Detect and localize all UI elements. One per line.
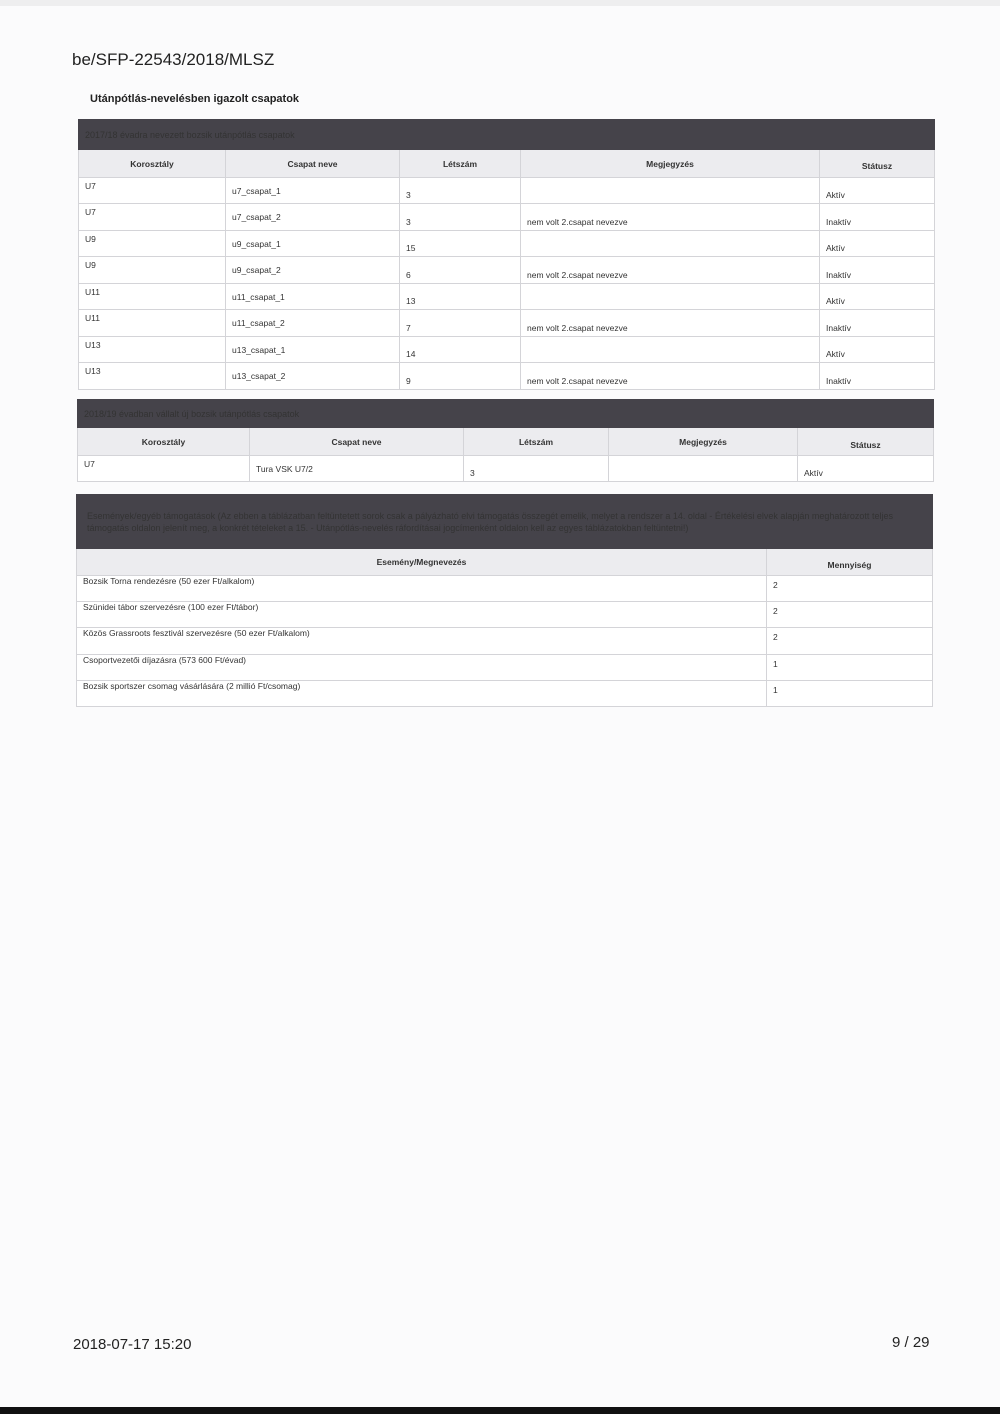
table-row	[79, 257, 935, 284]
cell-status: Aktív	[798, 456, 934, 482]
table-row	[77, 681, 933, 707]
table-row	[79, 231, 935, 257]
cell-status: Aktív	[820, 178, 935, 204]
column-header: Mennyiség	[767, 549, 933, 576]
column-header: Státusz	[798, 428, 934, 456]
cell-headcount: 7	[400, 310, 521, 337]
scan-bottom-edge	[0, 1407, 1000, 1414]
cell-age-group: U13	[79, 337, 226, 363]
table-row	[79, 284, 935, 310]
cell-event-name: Bozsik sportszer csomag vásárlására (2 millió Ft/csomag)	[77, 681, 767, 707]
cell-status: Aktív	[820, 337, 935, 363]
cell-quantity: 2	[767, 602, 933, 628]
cell-status: Aktív	[820, 284, 935, 310]
cell-note: nem volt 2.csapat nevezve	[521, 310, 820, 337]
cell-team-name: Tura VSK U7/2	[250, 456, 464, 482]
cell-team-name: u11_csapat_1	[226, 284, 400, 310]
cell-event-name: Közös Grassroots fesztivál szervezésre (50 ezer Ft/alkalom)	[77, 628, 767, 655]
table-row	[77, 655, 933, 681]
scan-top-edge	[0, 0, 1000, 6]
table-row	[78, 456, 934, 482]
cell-quantity: 2	[767, 628, 933, 655]
cell-note: nem volt 2.csapat nevezve	[521, 257, 820, 284]
column-header: Csapat neve	[250, 428, 464, 456]
cell-event-name: Szünidei tábor szervezésre (100 ezer Ft/tábor)	[77, 602, 767, 628]
cell-age-group: U11	[79, 310, 226, 337]
cell-quantity: 1	[767, 655, 933, 681]
cell-status: Inaktív	[820, 363, 935, 390]
column-header: Megjegyzés	[521, 150, 820, 178]
column-header: Megjegyzés	[609, 428, 798, 456]
cell-headcount: 14	[400, 337, 521, 363]
cell-status: Inaktív	[820, 257, 935, 284]
cell-note	[521, 284, 820, 310]
column-header: Esemény/Megnevezés	[77, 549, 767, 576]
cell-status: Inaktív	[820, 204, 935, 231]
cell-note	[521, 337, 820, 363]
column-header: Korosztály	[78, 428, 250, 456]
cell-headcount: 3	[400, 204, 521, 231]
table-row	[79, 178, 935, 204]
cell-status: Inaktív	[820, 310, 935, 337]
cell-quantity: 1	[767, 681, 933, 707]
column-header: Létszám	[400, 150, 521, 178]
cell-event-name: Csoportvezetői díjazásra (573 600 Ft/évad)	[77, 655, 767, 681]
cell-headcount: 3	[464, 456, 609, 482]
cell-age-group: U7	[79, 178, 226, 204]
new-teams-2018-19-table	[77, 399, 934, 482]
column-header: Csapat neve	[226, 150, 400, 178]
cell-age-group: U11	[79, 284, 226, 310]
document-id: be/SFP-22543/2018/MLSZ	[72, 50, 275, 69]
table-row	[79, 204, 935, 231]
table-row	[79, 337, 935, 363]
cell-note	[521, 178, 820, 204]
cell-headcount: 3	[400, 178, 521, 204]
table-row	[79, 363, 935, 390]
cell-age-group: U13	[79, 363, 226, 390]
cell-team-name: u9_csapat_2	[226, 257, 400, 284]
cell-team-name: u9_csapat_1	[226, 231, 400, 257]
cell-team-name: u11_csapat_2	[226, 310, 400, 337]
cell-headcount: 15	[400, 231, 521, 257]
cell-headcount: 9	[400, 363, 521, 390]
cell-team-name: u7_csapat_2	[226, 204, 400, 231]
cell-headcount: 6	[400, 257, 521, 284]
cell-note: nem volt 2.csapat nevezve	[521, 204, 820, 231]
cell-note: nem volt 2.csapat nevezve	[521, 363, 820, 390]
print-datetime: 2018-07-17 15:20	[73, 1336, 192, 1353]
cell-age-group: U7	[79, 204, 226, 231]
table-row	[77, 576, 933, 602]
events-support-table	[76, 494, 933, 707]
cell-team-name: u13_csapat_1	[226, 337, 400, 363]
cell-age-group: U7	[78, 456, 250, 482]
table-row	[77, 602, 933, 628]
column-header: Létszám	[464, 428, 609, 456]
cell-age-group: U9	[79, 231, 226, 257]
cell-note	[609, 456, 798, 482]
table-row	[77, 628, 933, 655]
page-number: 9 / 29	[892, 1334, 930, 1351]
cell-headcount: 13	[400, 284, 521, 310]
cell-note	[521, 231, 820, 257]
table-row	[79, 310, 935, 337]
cell-status: Aktív	[820, 231, 935, 257]
teams-2017-18-table	[78, 119, 935, 390]
cell-team-name: u13_csapat_2	[226, 363, 400, 390]
cell-quantity: 2	[767, 576, 933, 602]
column-header: Korosztály	[79, 150, 226, 178]
cell-age-group: U9	[79, 257, 226, 284]
cell-event-name: Bozsik Torna rendezésre (50 ezer Ft/alkalom)	[77, 576, 767, 602]
table-title-bar: 2017/18 évadra nevezett bozsik utánpótlás csapatok	[79, 120, 935, 150]
cell-team-name: u7_csapat_1	[226, 178, 400, 204]
column-header: Státusz	[820, 150, 935, 178]
section-title: Utánpótlás-nevelésben igazolt csapatok	[90, 93, 300, 105]
table-title-bar: Események/egyéb támogatások (Az ebben a táblázatban feltüntetett sorok csak a pályázható elvi támogatás összegét emelik, melyet a rendszer a 14. oldal - Értékelési elvek alapján meghatározott teljes támogatás oldalon jelenít meg, a konkrét tételeket a 15. - Utánpótlás-nevelés ráfordításai jogcímenként oldalon kell az egyes táblázatokban feltüntetni!)	[77, 495, 933, 549]
table-title-bar: 2018/19 évadban vállalt új bozsik utánpótlás csapatok	[78, 400, 934, 428]
